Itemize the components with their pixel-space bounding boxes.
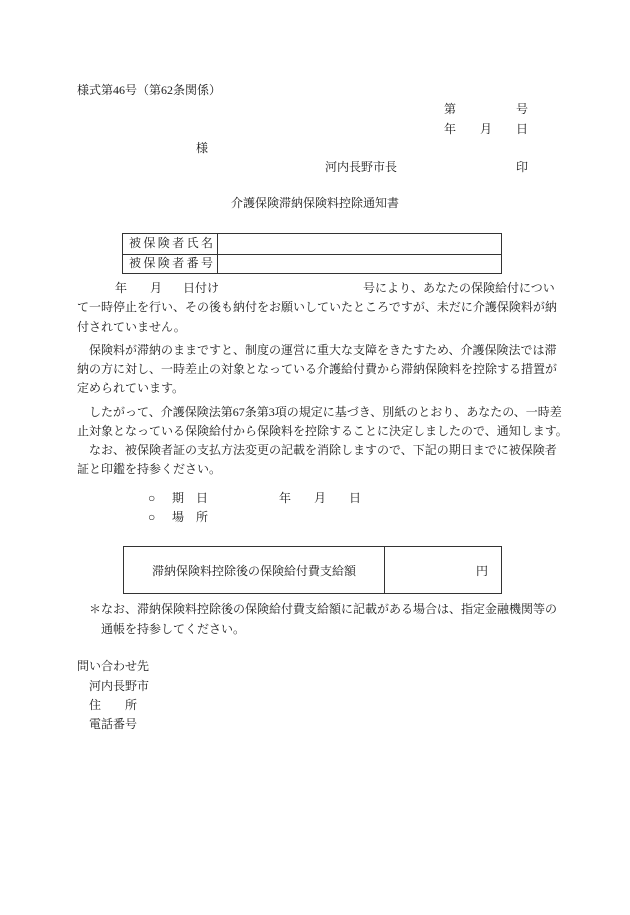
bullet-circle-icon: ○ bbox=[148, 510, 156, 524]
seal-mark: 印 bbox=[516, 160, 529, 174]
bullet-circle-icon: ○ bbox=[148, 491, 156, 505]
body-line: したがって、介護保険法第67条第3項の規定に基づき、別紙のとおり、あなたの、一時差 bbox=[89, 405, 562, 419]
schedule-date-day: 日 bbox=[349, 491, 362, 505]
schedule-date-year: 年 bbox=[279, 491, 292, 505]
issue-date-month: 月 bbox=[480, 122, 493, 136]
body-line: 号により、あなたの保険給付につい bbox=[363, 281, 555, 295]
schedule-place-label: 場 所 bbox=[172, 510, 209, 524]
contact-address-label: 住 所 bbox=[89, 698, 138, 712]
form-number: 様式第46号（第62条関係） bbox=[77, 83, 222, 97]
body-date-year: 年 bbox=[115, 281, 128, 295]
body-line: 証と印鑑を持参ください。 bbox=[77, 462, 222, 476]
payment-label: 滞納保険料控除後の保険給付費支給額 bbox=[152, 564, 357, 578]
document-title: 介護保険滞納保険料控除通知書 bbox=[231, 196, 400, 210]
issue-date-day: 日 bbox=[516, 122, 529, 136]
body-line: 納の方に対し、一時差止の対象となっている介護給付費から滞納保険料を控除する措置が bbox=[77, 362, 558, 376]
schedule-date-label: 期 日 bbox=[172, 491, 209, 505]
doc-number-prefix: 第 bbox=[444, 102, 457, 116]
body-line: 付されていません。 bbox=[77, 320, 186, 334]
payment-label-cell bbox=[124, 547, 385, 593]
insured-number-label: 被保険者番号 bbox=[123, 254, 218, 274]
insured-name-label: 被保険者氏名 bbox=[123, 234, 218, 254]
payment-amount-cell bbox=[385, 547, 501, 593]
contact-heading: 問い合わせ先 bbox=[77, 659, 150, 673]
payment-unit: 円 bbox=[475, 564, 488, 578]
insured-name-field bbox=[218, 234, 501, 254]
note-line: 通帳を持参してください。 bbox=[101, 622, 246, 636]
contact-phone-label: 電話番号 bbox=[89, 717, 138, 731]
body-line: て一時停止を行い、その後も納付をお願いしていたところですが、未だに介護保険料が納 bbox=[77, 300, 557, 314]
insured-name-row bbox=[123, 234, 501, 255]
issue-date-year: 年 bbox=[444, 122, 457, 136]
body-line: 保険料が滞納のままですと、制度の運営に重大な支障をきたすため、介護保険法では滞 bbox=[89, 343, 557, 357]
body-date-month: 月 bbox=[150, 281, 163, 295]
payment-amount-box bbox=[123, 546, 502, 594]
schedule-date-month: 月 bbox=[314, 491, 327, 505]
contact-organization: 河内長野市 bbox=[89, 679, 150, 693]
insured-number-row bbox=[123, 254, 501, 274]
body-date-suffix: 日付け bbox=[183, 281, 220, 295]
insured-table bbox=[122, 233, 502, 274]
issuer-name: 河内長野市長 bbox=[325, 160, 398, 174]
body-line: 止対象となっている保険給付から保険料を控除することに決定しましたので、通知します。 bbox=[77, 424, 568, 438]
insured-number-field bbox=[218, 254, 501, 274]
addressee-suffix: 様 bbox=[196, 141, 209, 155]
body-line: なお、被保険者証の支払方法変更の記載を消除しますので、下記の期日までに被保険者 bbox=[89, 443, 557, 457]
doc-number-suffix: 号 bbox=[516, 102, 529, 116]
body-line: 定められています。 bbox=[77, 381, 185, 395]
note-line: ＊なお、滞納保険料控除後の保険給付費支給額に記載がある場合は、指定金融機関等の bbox=[89, 602, 558, 616]
